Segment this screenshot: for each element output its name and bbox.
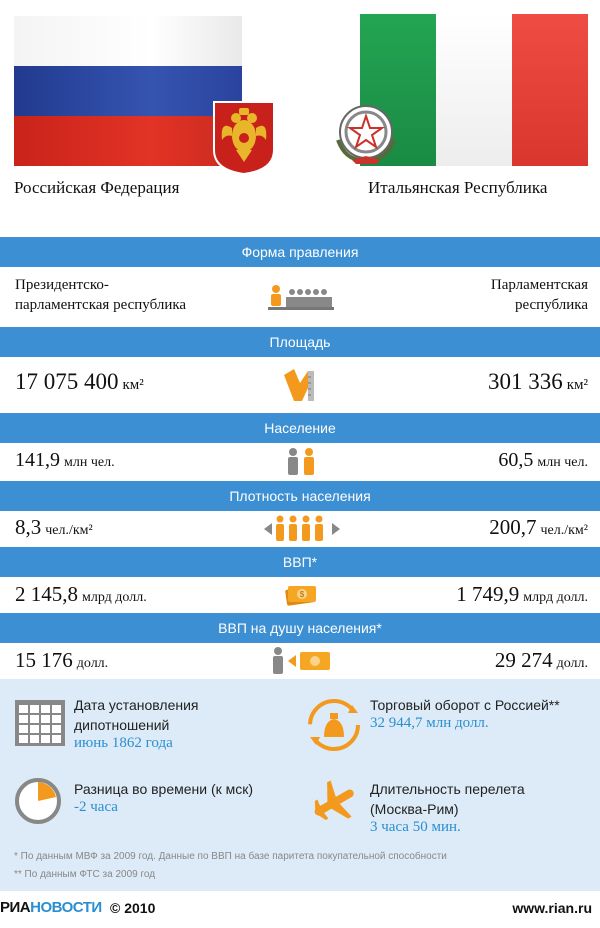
- time-info: Разница во времени (к мск) -2 часа: [74, 781, 254, 815]
- italy-gdp-per-capita: 29 274 долл.: [494, 648, 588, 672]
- person-money-icon: [268, 646, 334, 676]
- section-title-gdp: ВВП*: [0, 547, 600, 577]
- calendar-icon: [14, 699, 66, 747]
- italy-name: Итальянская Республика: [368, 178, 548, 197]
- svg-text:$: $: [299, 590, 305, 599]
- russia-area: 17 075 400 км²: [15, 369, 144, 394]
- trade-cycle-icon: [306, 697, 362, 753]
- row-gdp-per-capita: [0, 643, 600, 679]
- trade-info: Торговый оборот с Россией** 32 944,7 млн долл.: [370, 697, 560, 731]
- row-population: [0, 443, 600, 481]
- section-title-government: Форма правления: [0, 237, 600, 267]
- italy-gdp: 1 749,9 млрд долл.: [456, 582, 588, 606]
- crowd-density-icon: [262, 514, 342, 544]
- italy-emblem-icon: [326, 100, 406, 168]
- copyright: © 2010: [110, 900, 156, 916]
- row-government: [0, 267, 600, 327]
- money-icon: [284, 582, 318, 608]
- flags-header: [0, 0, 600, 235]
- people-icon: [285, 447, 317, 477]
- footnote-1: * По данным МВФ за 2009 год. Данные по ВВП на базе паритета покупательной способности: [14, 851, 447, 862]
- italy-area: 301 336 км²: [487, 369, 588, 394]
- russia-name: Российская Федерация: [14, 178, 180, 197]
- section-title-gdp-per-capita: ВВП на душу населения*: [0, 613, 600, 643]
- section-title-area: Площадь: [0, 327, 600, 357]
- row-density: [0, 511, 600, 547]
- footer: [0, 891, 600, 928]
- footnote-2: ** По данным ФТС за 2009 год: [14, 869, 156, 880]
- airplane-icon: [308, 775, 362, 829]
- italy-density: 200,7 чел./км²: [489, 515, 588, 539]
- site-url[interactable]: www.rian.ru: [512, 900, 592, 916]
- clock-icon: [14, 777, 62, 825]
- ria-novosti-logo: РИАНОВОСТИ: [0, 899, 102, 916]
- russia-gdp: 2 145,8 млрд долл.: [15, 582, 147, 606]
- row-gdp: [0, 577, 600, 613]
- parliament-icon: [268, 283, 334, 311]
- row-area: [0, 357, 600, 413]
- russia-density: 8,3 чел./км²: [15, 515, 93, 539]
- section-title-density: Плотность населения: [0, 481, 600, 511]
- info-panel: [0, 679, 600, 891]
- russia-coat-of-arms-icon: [212, 100, 276, 176]
- ruler-icon: [280, 365, 320, 405]
- russia-flag: [14, 16, 242, 166]
- italy-population: 60,5 млн чел.: [498, 449, 588, 471]
- section-title-population: Население: [0, 413, 600, 443]
- italy-government: Парламентская республика: [490, 277, 588, 313]
- russia-population: 141,9 млн чел.: [15, 449, 115, 471]
- russia-government: Президентско- парламентская республика: [15, 277, 187, 313]
- flight-info: Длительность перелета (Москва-Рим) 3 часа 50 мин.: [370, 781, 525, 835]
- diplomacy-info: Дата установления дипотношений июнь 1862 года: [74, 697, 199, 751]
- russia-gdp-per-capita: 15 176 долл.: [15, 648, 109, 672]
